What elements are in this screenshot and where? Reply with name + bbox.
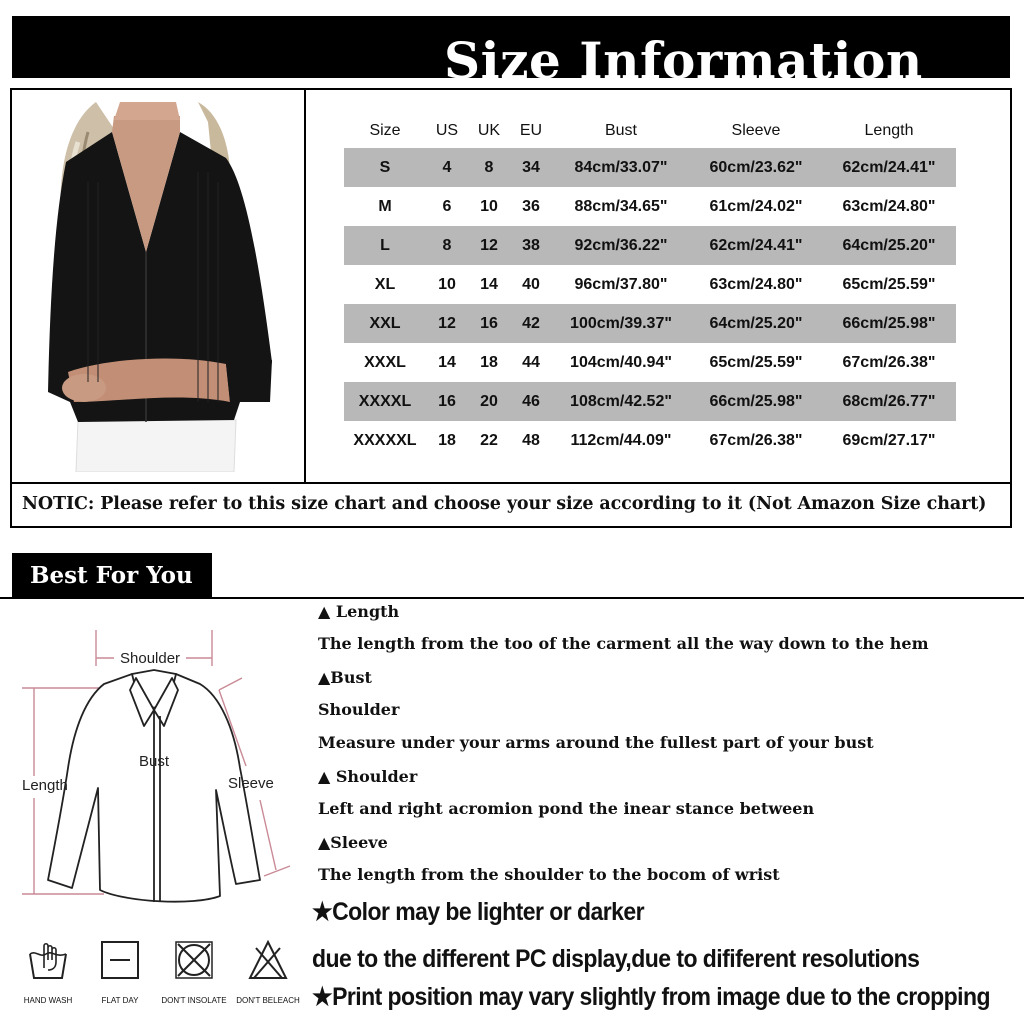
cell-uk: 14 bbox=[480, 275, 498, 293]
cell-sleeve: 64cm/25.20" bbox=[690, 304, 822, 343]
care-instructions bbox=[12, 938, 302, 1018]
cell-bust: 88cm/34.65" bbox=[574, 197, 668, 215]
cell-eu: 40 bbox=[522, 275, 540, 293]
length-description: The length from the too of the carment all the way down to the hem bbox=[318, 634, 929, 653]
care-flat-dry bbox=[84, 938, 156, 1005]
col-header-us: US bbox=[435, 122, 459, 139]
measurement-diagram bbox=[14, 618, 304, 918]
section-divider bbox=[0, 597, 1024, 599]
care-do-not-bleach bbox=[232, 938, 304, 1005]
best-for-you-bar bbox=[12, 553, 212, 597]
sleeve-description: The length from the shoulder to the bocom of wrist bbox=[318, 865, 780, 884]
sleeve-title: ▲Sleeve bbox=[318, 833, 388, 852]
cell-size: XXXXL bbox=[344, 382, 426, 421]
flat-dry-icon bbox=[98, 938, 142, 982]
care-do-not-insolate bbox=[158, 938, 230, 1005]
diagram-bust-label: Bust bbox=[139, 753, 170, 770]
cell-eu: 46 bbox=[510, 382, 552, 421]
diagram-length-label: Length bbox=[22, 777, 68, 794]
cell-size: XXXL bbox=[364, 353, 406, 371]
cell-us: 10 bbox=[438, 275, 456, 293]
care-do-not-insolate-label: DON'T INSOLATE bbox=[161, 996, 227, 1005]
cell-length: 64cm/25.20" bbox=[822, 226, 956, 265]
product-photo bbox=[12, 90, 306, 482]
cell-us: 14 bbox=[438, 353, 456, 371]
cell-uk: 16 bbox=[468, 304, 510, 343]
cell-bust: 104cm/40.94" bbox=[570, 353, 672, 371]
table-row bbox=[344, 304, 956, 343]
bust-subtitle: Shoulder bbox=[318, 700, 400, 719]
cell-sleeve: 61cm/24.02" bbox=[709, 197, 803, 215]
care-flat-dry-label: FLAT DAY bbox=[101, 996, 139, 1005]
col-header-size: Size bbox=[369, 122, 401, 139]
cell-size: XXXXXL bbox=[353, 431, 417, 449]
cell-bust: 112cm/44.09" bbox=[570, 431, 672, 449]
table-row bbox=[344, 226, 956, 265]
diagram-shoulder-label: Shoulder bbox=[120, 650, 181, 667]
cell-bust: 100cm/39.37" bbox=[552, 304, 690, 343]
cell-sleeve: 66cm/25.98" bbox=[690, 382, 822, 421]
col-header-uk: UK bbox=[477, 122, 501, 139]
col-header-bust: Bust bbox=[604, 122, 637, 139]
cell-uk: 8 bbox=[468, 148, 510, 187]
col-header-sleeve: Sleeve bbox=[731, 122, 781, 139]
cell-sleeve: 65cm/25.59" bbox=[709, 353, 803, 371]
display-note: due to the different PC display,due to dififerent resolutions bbox=[312, 945, 920, 973]
cell-size: M bbox=[378, 197, 392, 215]
cell-bust: 84cm/33.07" bbox=[552, 148, 690, 187]
size-table-cell bbox=[308, 90, 1010, 482]
cell-bust: 108cm/42.52" bbox=[552, 382, 690, 421]
length-title: ▲ Length bbox=[318, 602, 400, 621]
cell-length: 66cm/25.98" bbox=[822, 304, 956, 343]
cell-uk: 20 bbox=[468, 382, 510, 421]
cell-length: 68cm/26.77" bbox=[822, 382, 956, 421]
cell-length: 69cm/27.17" bbox=[842, 431, 936, 449]
size-chart-notice: NOTIC: Please refer to this size chart and choose your size according to it (Not Amazon Size chart) bbox=[22, 494, 987, 514]
cell-sleeve: 62cm/24.41" bbox=[690, 226, 822, 265]
col-header-eu: EU bbox=[519, 122, 543, 139]
care-do-not-bleach-label: DON'T BELEACH bbox=[236, 996, 300, 1005]
cell-us: 6 bbox=[442, 197, 452, 215]
care-hand-wash bbox=[12, 938, 84, 1005]
bust-title: ▲Bust bbox=[318, 668, 372, 687]
cell-eu: 34 bbox=[510, 148, 552, 187]
cell-sleeve: 60cm/23.62" bbox=[690, 148, 822, 187]
cell-uk: 10 bbox=[480, 197, 498, 215]
cell-uk: 18 bbox=[480, 353, 498, 371]
best-for-you-label: Best For You bbox=[30, 562, 193, 589]
shoulder-description: Left and right acromion pond the inear stance between bbox=[318, 799, 815, 818]
size-chart-box bbox=[10, 88, 1012, 528]
title-bar bbox=[12, 16, 1010, 90]
cell-length: 67cm/26.38" bbox=[842, 353, 936, 371]
cell-bust: 92cm/36.22" bbox=[552, 226, 690, 265]
table-row bbox=[344, 382, 956, 421]
cell-uk: 12 bbox=[468, 226, 510, 265]
col-header-length: Length bbox=[864, 122, 914, 139]
cell-us: 8 bbox=[426, 226, 468, 265]
size-table bbox=[344, 114, 956, 460]
cell-us: 12 bbox=[426, 304, 468, 343]
bust-description: Measure under your arms around the fullest part of your bust bbox=[318, 733, 874, 752]
table-row bbox=[344, 148, 956, 187]
cell-eu: 42 bbox=[510, 304, 552, 343]
notice-row bbox=[12, 482, 1010, 526]
cell-eu: 48 bbox=[522, 431, 540, 449]
care-hand-wash-label: HAND WASH bbox=[23, 996, 73, 1005]
cell-us: 18 bbox=[438, 431, 456, 449]
cell-size: XL bbox=[374, 275, 396, 293]
cell-length: 63cm/24.80" bbox=[842, 197, 936, 215]
table-row bbox=[344, 187, 956, 226]
cell-length: 62cm/24.41" bbox=[822, 148, 956, 187]
color-note: ★Color may be lighter or darker bbox=[312, 898, 644, 926]
cell-eu: 44 bbox=[522, 353, 540, 371]
cell-sleeve: 67cm/26.38" bbox=[709, 431, 803, 449]
cell-size: S bbox=[344, 148, 426, 187]
cell-bust: 96cm/37.80" bbox=[574, 275, 668, 293]
cell-size: L bbox=[344, 226, 426, 265]
table-row bbox=[344, 343, 956, 382]
do-not-bleach-icon bbox=[246, 938, 290, 982]
cell-us: 4 bbox=[426, 148, 468, 187]
diagram-sleeve-label: Sleeve bbox=[228, 775, 274, 792]
cell-us: 16 bbox=[426, 382, 468, 421]
model-illustration bbox=[48, 102, 280, 472]
hand-wash-icon bbox=[26, 938, 70, 982]
cell-eu: 38 bbox=[510, 226, 552, 265]
page-title: Size Information bbox=[444, 31, 923, 90]
do-not-insolate-icon bbox=[172, 938, 216, 982]
cell-uk: 22 bbox=[480, 431, 498, 449]
cell-length: 65cm/25.59" bbox=[842, 275, 936, 293]
shoulder-title: ▲ Shoulder bbox=[318, 767, 418, 786]
cell-sleeve: 63cm/24.80" bbox=[709, 275, 803, 293]
print-note: ★Print position may vary slightly from image due to the cropping bbox=[312, 983, 990, 1011]
cell-eu: 36 bbox=[522, 197, 540, 215]
cell-size: XXL bbox=[344, 304, 426, 343]
size-table-header bbox=[344, 114, 956, 148]
table-row bbox=[344, 265, 956, 304]
table-row bbox=[344, 421, 956, 460]
